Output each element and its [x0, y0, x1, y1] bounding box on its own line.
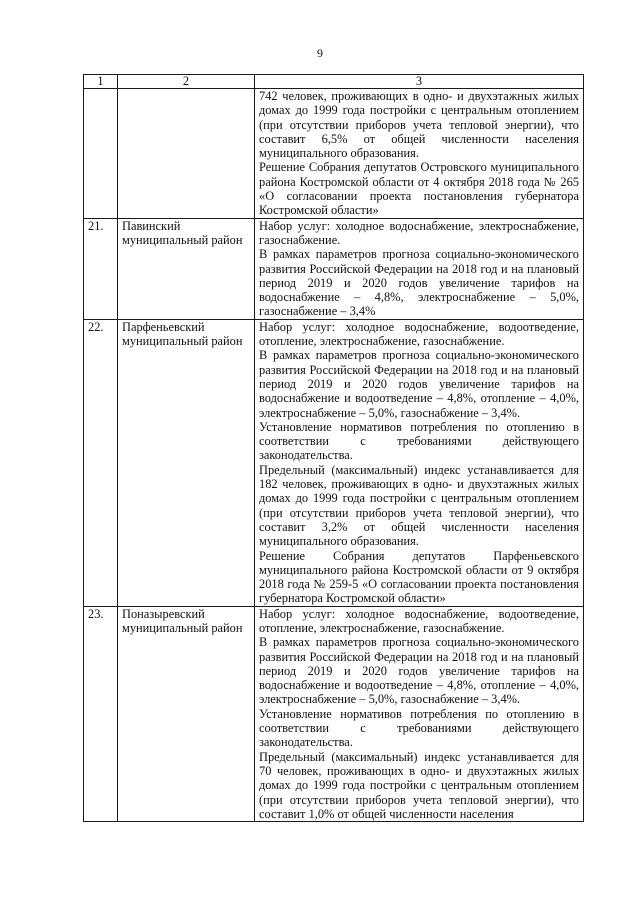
row-description — [255, 606, 584, 821]
paragraph: Решение Собрания депутатов Островского муниципального района Костромской области от 4 октября 2018 года № 265 «О согласовании проекта постановления губернатора Костромской области» — [259, 160, 579, 218]
paragraph: Установление нормативов потребления по отоплению в соответствии с требованиями действующего законодательства. — [259, 419, 579, 463]
row-description — [255, 319, 584, 606]
header-col-2: 2 — [118, 75, 255, 89]
row-description — [255, 89, 584, 219]
row-number — [84, 89, 118, 219]
paragraph: Набор услуг: холодное водоснабжение, водоотведение, отопление, электроснабжение, газоснабжение. — [259, 606, 579, 635]
paragraph: Набор услуг: холодное водоснабжение, водоотведение, отопление, электроснабжение, газоснабжение. — [259, 319, 579, 349]
district-name: Поназыревский муниципальный район — [118, 606, 255, 821]
row-number: 22. — [84, 319, 118, 606]
paragraph: В рамках параметров прогноза социально-экономического развития Российской Федерации на 2018 год и на плановый период 2019 и 2020 годов увеличение тарифов на водоснабжение и водоотведение – 4,8%, отопление – 4,0%, электроснабжение – 5,0%, газоснабжение – 3,4%. — [259, 635, 579, 707]
paragraph: 742 человек, проживающих в одно- и двухэтажных жилых домах до 1999 года постройки с центральным отоплением (при отсутствии приборов учета тепловой энергии), что составит 6,5% от общей численности населения муниципального образования. — [259, 89, 579, 161]
header-col-1: 1 — [84, 75, 118, 89]
row-description — [255, 218, 584, 319]
districts-table — [83, 74, 584, 822]
paragraph: В рамках параметров прогноза социально-экономического развития Российской Федерации на 2018 год и на плановый период 2019 и 2020 годов увеличение тарифов на водоснабжение и водоотведение – 4,8%, отопление – 4,0%, электроснабжение – 5,0%, газоснабжение – 3,4%. — [259, 348, 579, 420]
table-row-parfenyevsky — [84, 319, 584, 606]
paragraph: Предельный (максимальный) индекс устанавливается для 70 человек, проживающих в одно- и двухэтажных жилых домах до 1999 года постройки с центральным отоплением (при отсутствии приборов учета тепловой энергии), что составит 1,0% от общей численности населения — [259, 749, 579, 821]
paragraph: Предельный (максимальный) индекс устанавливается для 182 человек, проживающих в одно- и двухэтажных жилых домах до 1999 года постройки с центральным отоплением (при отсутствии приборов учета тепловой энергии), что составит 3,2% от общей численности населения муниципального образования. — [259, 462, 579, 549]
paragraph: Решение Собрания депутатов Парфеньевского муниципального района Костромской области от 9 октября 2018 года № 259-5 «О согласовании проекта постановления губернатора Костромской области» — [259, 548, 579, 606]
row-number: 23. — [84, 606, 118, 821]
table-row-pavinsky — [84, 218, 584, 319]
table-header-row — [84, 75, 584, 89]
district-name: Павинский муниципальный район — [118, 218, 255, 319]
table-row-continued — [84, 89, 584, 219]
header-col-3: 3 — [255, 75, 584, 89]
paragraph: Установление нормативов потребления по отоплению в соответствии с требованиями действующего законодательства. — [259, 706, 579, 750]
paragraph: Набор услуг: холодное водоснабжение, электроснабжение, газоснабжение. — [259, 218, 579, 247]
district-name — [118, 89, 255, 219]
paragraph: В рамках параметров прогноза социально-экономического развития Российской Федерации на 2018 год и на плановый период 2019 и 2020 годов увеличение тарифов на водоснабжение – 4,8%, электроснабжение – 5,0%, газоснабжение – 3,4% — [259, 247, 579, 319]
row-number: 21. — [84, 218, 118, 319]
district-name: Парфеньевский муниципальный район — [118, 319, 255, 606]
page-number: 9 — [317, 46, 323, 60]
table-row-ponazyrevsky — [84, 606, 584, 821]
